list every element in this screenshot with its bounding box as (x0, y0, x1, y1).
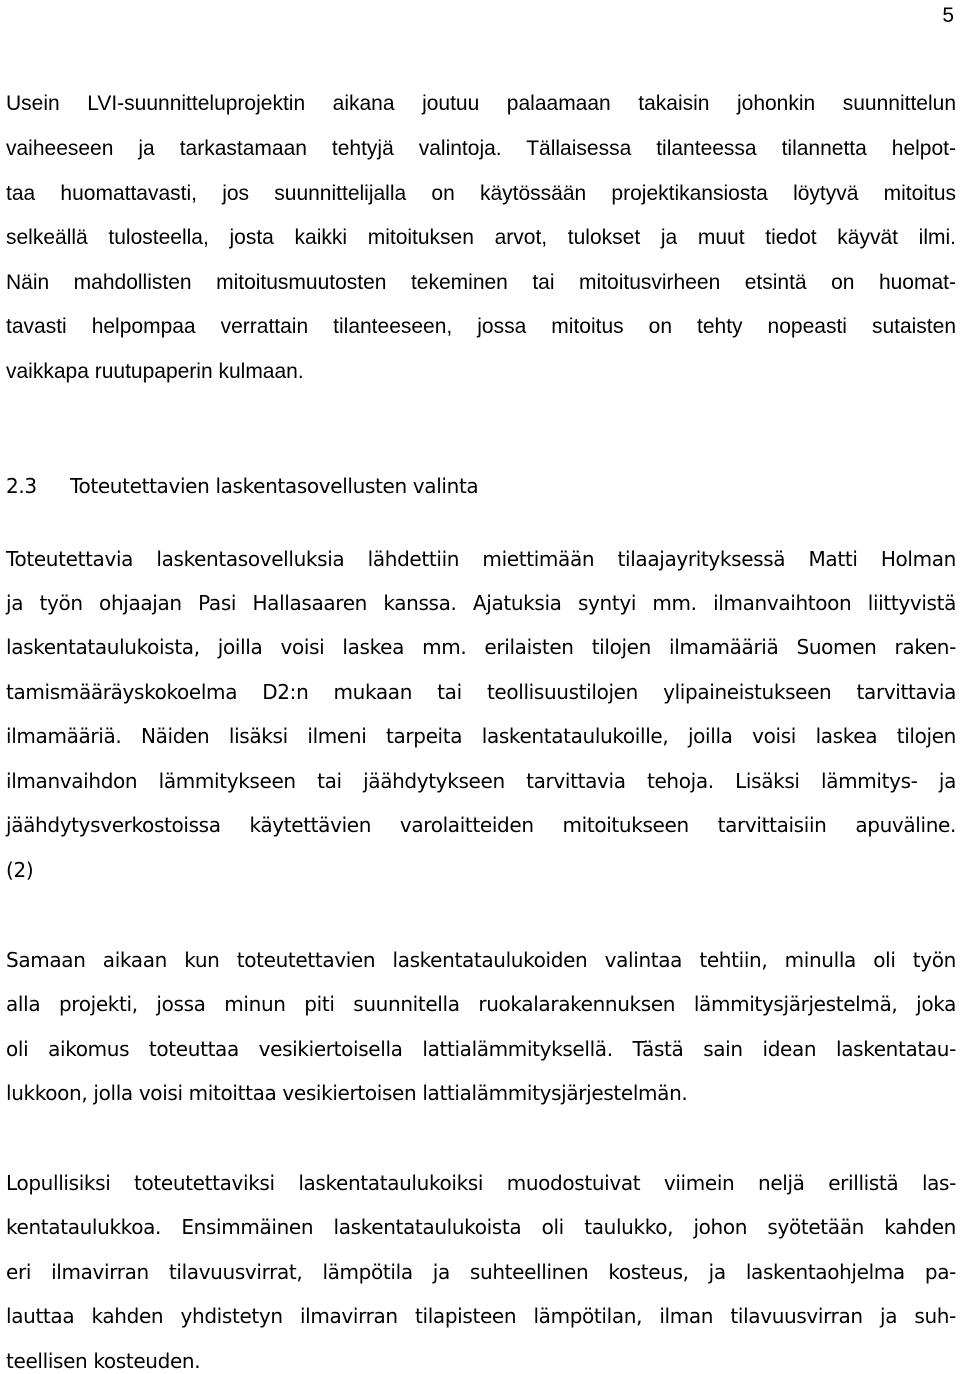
text-line: alla projekti, jossa minun piti suunnitella ruokalarakennuksen lämmitysjärjestelmä, joka (6, 992, 956, 1016)
text-line: selkeällä tulosteella, josta kaikki mitoituksen arvot, tulokset ja muut tiedot käyvät ilmi. (6, 226, 956, 249)
text-line: Toteutettavia laskentasovelluksia lähdettiin miettimään tilaajayrityksessä Matti Holman (6, 547, 956, 571)
text-line: Usein LVI-suunnitteluprojektin aikana joutuu palaamaan takaisin johonkin suunnittelun (6, 92, 956, 115)
text-line: lukkoon, jolla voisi mitoittaa vesikiertoisen lattialämmitysjärjestelmän. (6, 1081, 688, 1105)
section-number: 2.3 (6, 474, 37, 498)
text-line: Lopullisiksi toteutettaviksi laskentataulukoiksi muodostuivat viimein neljä erillistä las- (6, 1171, 956, 1195)
text-line: tamismääräyskokoelma D2:n mukaan tai teollisuustilojen ylipaineistukseen tarvittavia (6, 680, 956, 704)
text-line: ja työn ohjaajan Pasi Hallasaaren kanssa. Ajatuksia syntyi mm. ilmanvaihtoon liittyvistä (6, 591, 956, 615)
text-line: jäähdytysverkostoissa käytettävien varolaitteiden mitoitukseen tarvittaisiin apuväline. (6, 813, 956, 837)
section-title: Toteutettavien laskentasovellusten valinta (70, 474, 479, 498)
section-heading (6, 473, 478, 499)
page-number: 5 (942, 4, 954, 27)
text-line: vaiheeseen ja tarkastamaan tehtyjä valintoja. Tällaisessa tilanteessa tilannetta helpot- (6, 137, 956, 160)
text-line: oli aikomus toteuttaa vesikiertoisella lattialämmityksellä. Tästä sain idean laskentatau- (6, 1037, 956, 1061)
text-line: lauttaa kahden yhdistetyn ilmavirran tilapisteen lämpötilan, ilman tilavuusvirran ja suh- (6, 1304, 956, 1328)
text-line: eri ilmavirran tilavuusvirrat, lämpötila ja suhteellinen kosteus, ja laskentaohjelma pa- (6, 1260, 956, 1284)
text-line: teellisen kosteuden. (6, 1349, 201, 1373)
text-line: ilmamääriä. Näiden lisäksi ilmeni tarpeita laskentataulukoille, joilla voisi laskea tilojen (6, 724, 956, 748)
text-line: Näin mahdollisten mitoitusmuutosten tekeminen tai mitoitusvirheen etsintä on huomat- (6, 271, 956, 294)
text-line: laskentataulukoista, joilla voisi laskea mm. erilaisten tilojen ilmamääriä Suomen raken- (6, 635, 956, 659)
text-line: ilmanvaihdon lämmitykseen tai jäähdytykseen tarvittavia tehoja. Lisäksi lämmitys- ja (6, 769, 956, 793)
text-line: kentataulukkoa. Ensimmäinen laskentataulukoista oli taulukko, johon syötetään kahden (6, 1215, 956, 1239)
text-line: taa huomattavasti, jos suunnittelijalla on käytössään projektikansiosta löytyvä mitoitus (6, 182, 956, 205)
text-line: (2) (6, 858, 34, 882)
text-line: tavasti helpompaa verrattain tilanteeseen, jossa mitoitus on tehty nopeasti sutaisten (6, 315, 956, 338)
text-line: vaikkapa ruutupaperin kulmaan. (6, 360, 304, 383)
text-line: Samaan aikaan kun toteutettavien laskentataulukoiden valintaa tehtiin, minulla oli työn (6, 948, 956, 972)
